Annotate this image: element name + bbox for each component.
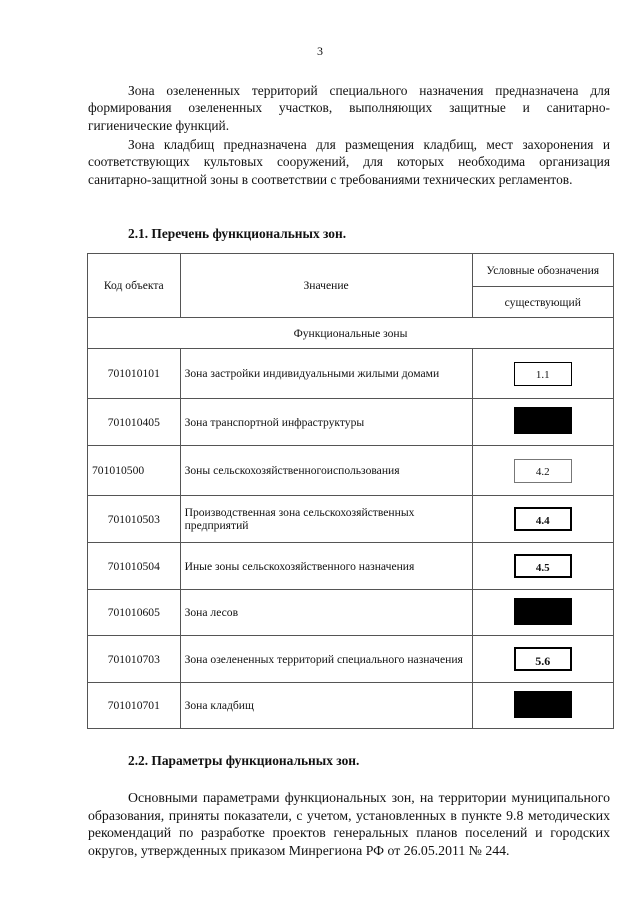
header-symbols: Условные обозначения [472, 254, 613, 287]
page-number: 3 [317, 44, 323, 58]
table-row [88, 543, 614, 590]
table-row [88, 683, 614, 729]
zone-code: 701010503 [88, 496, 181, 543]
zone-symbol: 4.2 [514, 459, 572, 483]
table-row [88, 496, 614, 543]
zone-code: 701010500 [88, 446, 181, 496]
zone-symbol-swatch [514, 598, 572, 625]
table-row [88, 446, 614, 496]
zone-symbol: 1.1 [514, 362, 572, 386]
paragraph-parameters: Основными параметрами функциональных зон, на территории муниципального образования, приняты показатели, с учетом, установленных в пункте 9.8 методических рекомендаций по разработке проектов генеральных планов поселений и городских округов, утвержденных приказом Минрегиона РФ от 26.05.2011 № 244. [88, 790, 610, 858]
zone-symbol: 5.6 [514, 647, 572, 671]
zone-name: Зоны сельскохозяйственногоиспользования [180, 446, 472, 496]
table-row [88, 636, 614, 683]
zone-symbol-cell [472, 349, 613, 399]
zone-symbol-swatch [514, 407, 572, 434]
zone-code: 701010504 [88, 543, 181, 590]
header-value: Значение [180, 254, 472, 318]
zone-symbol: 4.5 [514, 554, 572, 578]
zone-symbol-cell [472, 543, 613, 590]
zone-symbol-cell [472, 636, 613, 683]
zone-symbol-cell [472, 683, 613, 729]
zone-code: 701010605 [88, 590, 181, 636]
paragraph-cemetery-zone: Зона кладбищ предназначена для размещения кладбищ, мест захоронения и соответствующих культовых сооружений, для которых необходима организация санитарно-защитной зоны в соответствии с требованиями технических регламентов. [88, 137, 610, 187]
zone-symbol-cell [472, 590, 613, 636]
zone-symbol-swatch [514, 691, 572, 718]
paragraph-green-zone: Зона озелененных территорий специального назначения предназначена для формирования озелененных участков, выполняющих защитные и санитарно-гигиенические функций. [88, 83, 610, 133]
zone-code: 701010701 [88, 683, 181, 729]
zone-name: Производственная зона сельскохозяйственных предприятий [180, 496, 472, 543]
header-existing: существующий [472, 287, 613, 318]
zone-code: 701010101 [88, 349, 181, 399]
zone-symbol: 4.4 [514, 507, 572, 531]
zone-name: Зона застройки индивидуальными жилыми домами [180, 349, 472, 399]
header-code: Код объекта [88, 254, 181, 318]
zone-symbol-cell [472, 496, 613, 543]
zone-code: 701010703 [88, 636, 181, 683]
zone-name: Зона лесов [180, 590, 472, 636]
zone-name: Зона транспортной инфраструктуры [180, 399, 472, 446]
heading-zone-parameters: 2.2. Параметры функциональных зон. [128, 753, 360, 768]
table-row [88, 590, 614, 636]
zone-name: Зона озелененных территорий специального назначения [180, 636, 472, 683]
zone-symbol-cell [472, 399, 613, 446]
zone-name: Зона кладбищ [180, 683, 472, 729]
zone-name: Иные зоны сельскохозяйственного назначения [180, 543, 472, 590]
zones-table [87, 253, 614, 729]
heading-zone-list: 2.1. Перечень функциональных зон. [128, 226, 347, 241]
zone-code: 701010405 [88, 399, 181, 446]
zone-symbol-cell [472, 446, 613, 496]
table-row [88, 399, 614, 446]
section-row: Функциональные зоны [88, 318, 614, 349]
table-row [88, 349, 614, 399]
